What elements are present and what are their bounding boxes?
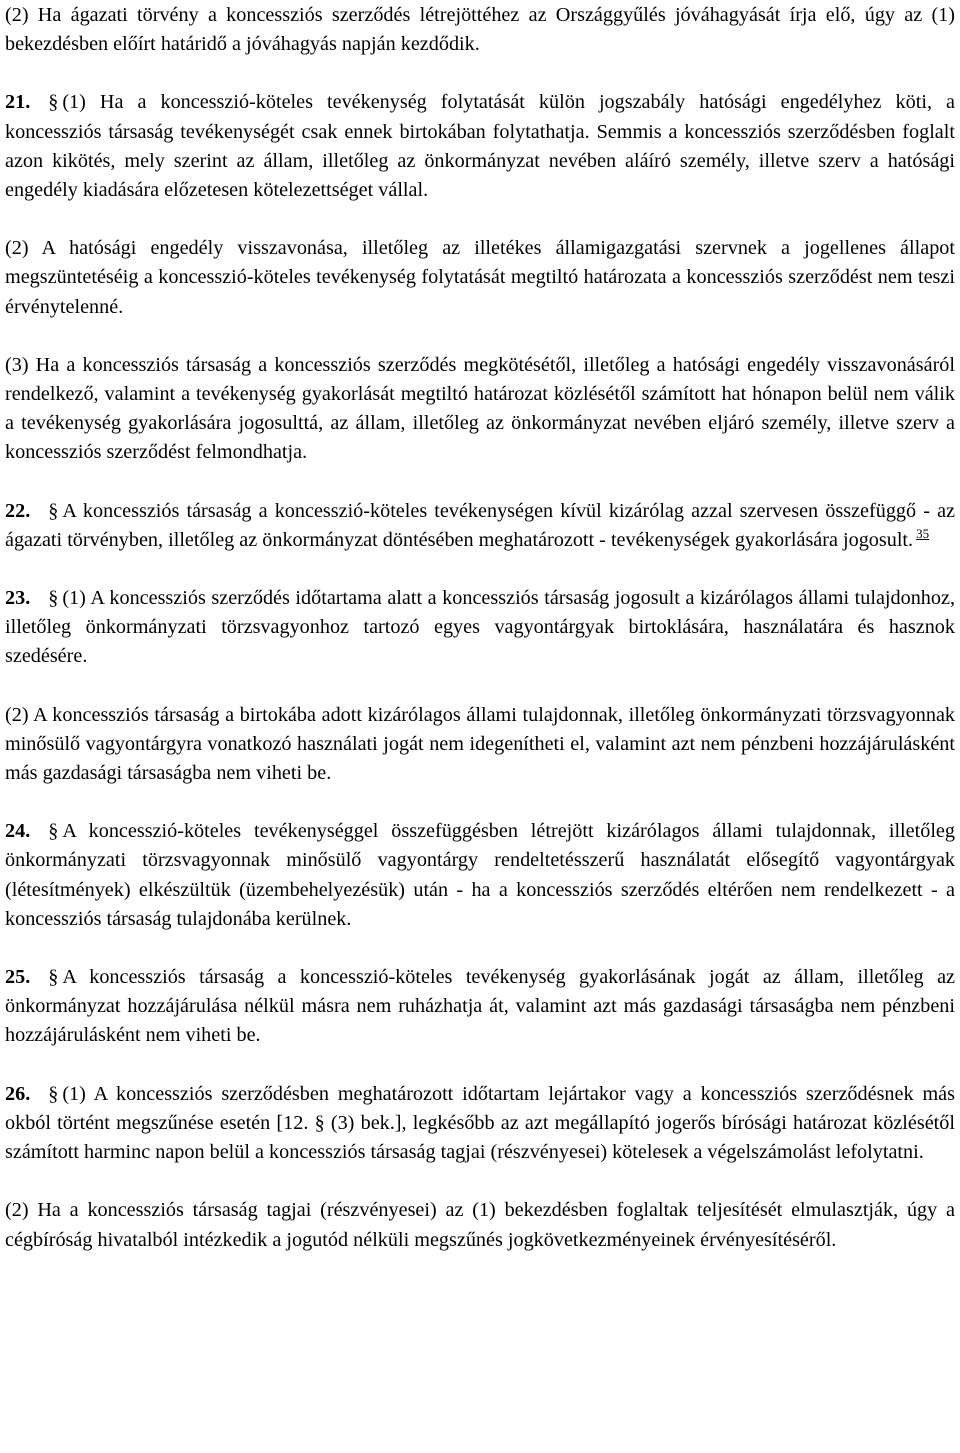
section-number: 25. — [5, 966, 31, 989]
paragraph-26-2 — [5, 1196, 955, 1254]
paragraph-21-2 — [5, 234, 955, 322]
section-sign: § — [48, 499, 59, 522]
paragraph-text: A koncessziós társaság a koncesszió-köteles tevékenységen kívül kizárólag azzal szervesen összefüggő - az ágazati törvényben, illetőleg az önkormányzat döntésében meghatározott - tevékenységek gyakorlására jogosult. — [5, 499, 955, 551]
paragraph-26-1 — [5, 1080, 955, 1168]
paragraph-25 — [5, 963, 955, 1051]
paragraph-text: (2) A hatósági engedély visszavonása, illetőleg az illetékes államigazgatási szervnek a jogellenes állapot megszüntetéséig a koncesszió-köteles tevékenység folytatását megtiltó határozata a koncessziós szerződést nem teszi érvénytelenné. — [5, 237, 955, 318]
paragraph-text: (2) Ha ágazati törvény a koncessziós szerződés létrejöttéhez az Országgyűlés jóváhagyását írja elő, úgy az (1) bekezdésben előírt határidő a jóváhagyás napján kezdődik. — [5, 4, 955, 56]
section-number: 22. — [5, 499, 31, 522]
section-sign: § — [48, 91, 59, 114]
paragraph-text: A koncessziós társaság a koncesszió-köteles tevékenység gyakorlásának jogát az állam, illetőleg az önkormányzat hozzájárulása nélkül másra nem ruházhatja át, valamint azt más gazdasági társaságba nem pénzbeni hozzájárulásként nem viheti be. — [5, 966, 955, 1047]
paragraph-text: A koncesszió-köteles tevékenységgel összefüggésben létrejött kizárólagos állami tulajdonnak, illetőleg önkormányzati törzsvagyonnak minősülő vagyontárgy rendeltetésszerű használatát elősegítő vagyontárgyak (létesítmények) elkészültük (üzembehelyezésük) után - ha a koncessziós szerződés eltérően nem rendelkezett - a koncessziós társaság tulajdonába kerülnek. — [5, 820, 955, 930]
document-page — [0, 1, 960, 1453]
section-number: 23. — [5, 587, 31, 610]
paragraph-21-3 — [5, 351, 955, 468]
section-sign: § — [48, 966, 59, 989]
paragraph-22 — [5, 497, 955, 555]
paragraph-24 — [5, 817, 955, 934]
paragraph-text: (1) A koncessziós szerződésben meghatározott időtartam lejártakor vagy a koncessziós szerződésnek más okból történt megszűnése esetén [12. § (3) bek.], legkésőbb az azt megállapító jogerős bírósági határozat közlésétől számított harminc napon belül a koncessziós társaság tagjai (részvényesei) kötelesek a végelszámolást lefolytatni. — [5, 1082, 955, 1164]
paragraph-21-1 — [5, 88, 955, 205]
paragraph-text: (3) Ha a koncessziós társaság a koncessziós szerződés megkötésétől, illetőleg a hatósági engedély visszavonásáról rendelkező, valamint a tevékenység gyakorlását megtiltó határozat közlésétől számított hat hónapon belül nem válik a tevékenység gyakorlására jogosulttá, az állam, illetőleg az önkormányzat nevében eljáró személy, illetve szerv a koncessziós szerződést felmondhatja. — [5, 353, 955, 464]
paragraph-23-1 — [5, 584, 955, 672]
section-number: 24. — [5, 820, 31, 843]
section-number: 21. — [5, 91, 31, 114]
section-number: 26. — [5, 1082, 31, 1105]
paragraph-20-2 — [5, 1, 955, 59]
section-sign: § — [48, 587, 59, 610]
paragraph-text: (1) Ha a koncesszió-köteles tevékenység folytatását külön jogszabály hatósági engedélyhez köti, a koncessziós társaság tevékenységét csak ennek birtokában folytathatja. Semmis a koncessziós szerződésben foglalt azon kikötés, mely szerint az állam, illetőleg az önkormányzat nevében aláíró személy, illetve szerv a hatósági engedély kiadására előzetesen kötelezettséget vállal. — [5, 91, 955, 202]
section-sign: § — [48, 820, 59, 843]
paragraph-text: (1) A koncessziós szerződés időtartama alatt a koncessziós társaság jogosult a kizárólagos állami tulajdonhoz, illetőleg önkormányzati törzsvagyonhoz tartozó egyes vagyontárgyak birtoklására, használatára és hasznok szedésére. — [5, 587, 955, 668]
section-sign: § — [48, 1082, 59, 1105]
paragraph-text: (2) Ha a koncessziós társaság tagjai (részvényesei) az (1) bekezdésben foglaltak teljesítését elmulasztják, úgy a cégbíróság hivatalból intézkedik a jogutód nélküli megszűnés jogkövetkezményeinek érvényesítéséről. — [5, 1199, 955, 1251]
paragraph-23-2 — [5, 701, 955, 789]
paragraph-text: (2) A koncessziós társaság a birtokába adott kizárólagos állami tulajdonnak, illetőleg önkormányzati törzsvagyonnak minősülő vagyontárgyra vonatkozó használati jogát nem idegenítheti el, valamint azt nem pénzbeni hozzájárulásként más gazdasági társaságba nem viheti be. — [5, 703, 955, 785]
footnote-link[interactable]: 35 — [916, 525, 930, 541]
